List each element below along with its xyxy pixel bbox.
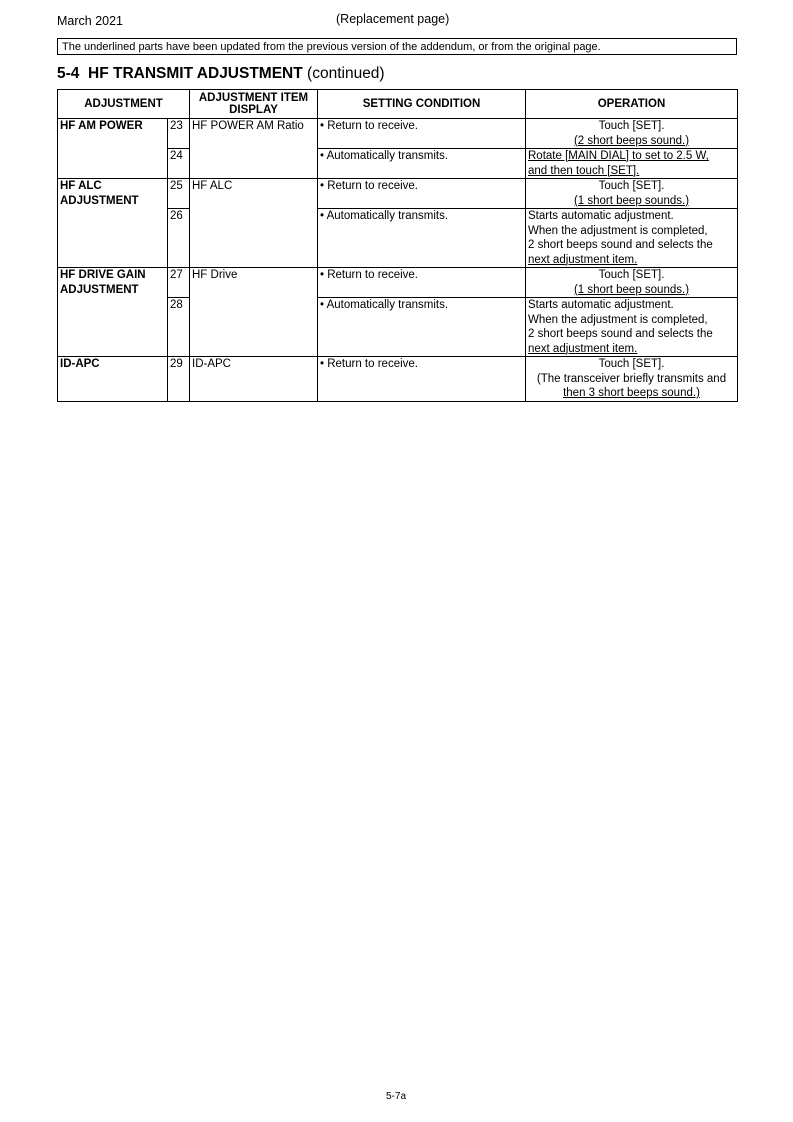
operation: Touch [SET]. (2 short beeps sound.) xyxy=(526,119,738,149)
header-adjustment: ADJUSTMENT xyxy=(58,90,190,119)
page-date: March 2021 xyxy=(57,14,124,28)
section-title xyxy=(57,65,385,83)
header-setting-condition: SETTING CONDITION xyxy=(318,90,526,119)
step-number: 24 xyxy=(168,149,190,179)
page-number: 5-7a xyxy=(386,1091,407,1102)
adjustment-table xyxy=(57,89,738,402)
section-continued: (continued) xyxy=(307,65,385,82)
setting-condition: • Automatically transmits. xyxy=(318,209,526,268)
adjustment-name: HF AM POWER xyxy=(58,119,168,179)
operation: Touch [SET]. (The transceiver briefly transmits and then 3 short beeps sound.) xyxy=(526,357,738,402)
item-display: HF Drive xyxy=(190,268,318,357)
table-row xyxy=(58,357,738,402)
header-item-display: ADJUSTMENT ITEM DISPLAY xyxy=(190,90,318,119)
table-row xyxy=(58,179,738,209)
setting-condition: • Return to receive. xyxy=(318,268,526,298)
step-number: 25 xyxy=(168,179,190,209)
adjustment-name: HF DRIVE GAIN ADJUSTMENT xyxy=(58,268,168,357)
replacement-label: (Replacement page) xyxy=(336,12,450,26)
step-number: 27 xyxy=(168,268,190,298)
item-display: ID-APC xyxy=(190,357,318,402)
step-number: 23 xyxy=(168,119,190,149)
adjustment-name: HF ALC ADJUSTMENT xyxy=(58,179,168,268)
section-name: HF TRANSMIT ADJUSTMENT xyxy=(88,65,303,82)
adjustment-name: ID-APC xyxy=(58,357,168,402)
step-number: 26 xyxy=(168,209,190,268)
step-number: 28 xyxy=(168,298,190,357)
operation: Starts automatic adjustment. When the adjustment is completed, 2 short beeps sound and selects the next adjustment item. xyxy=(526,298,738,357)
section-number: 5-4 xyxy=(57,65,80,82)
header-operation: OPERATION xyxy=(526,90,738,119)
setting-condition: • Return to receive. xyxy=(318,357,526,402)
step-number: 29 xyxy=(168,357,190,402)
item-display: HF POWER AM Ratio xyxy=(190,119,318,179)
item-display: HF ALC xyxy=(190,179,318,268)
update-notice: The underlined parts have been updated from the previous version of the addendum, or from the original page. xyxy=(57,38,737,55)
operation: Touch [SET]. (1 short beep sounds.) xyxy=(526,268,738,298)
setting-condition: • Return to receive. xyxy=(318,119,526,149)
table-header-row xyxy=(58,90,738,119)
operation: Starts automatic adjustment. When the adjustment is completed, 2 short beeps sound and selects the next adjustment item. xyxy=(526,209,738,268)
table-row xyxy=(58,119,738,149)
operation: Touch [SET]. (1 short beep sounds.) xyxy=(526,179,738,209)
operation: Rotate [MAIN DIAL] to set to 2.5 W, and then touch [SET]. xyxy=(526,149,738,179)
setting-condition: • Automatically transmits. xyxy=(318,149,526,179)
setting-condition: • Automatically transmits. xyxy=(318,298,526,357)
table-row xyxy=(58,268,738,298)
setting-condition: • Return to receive. xyxy=(318,179,526,209)
